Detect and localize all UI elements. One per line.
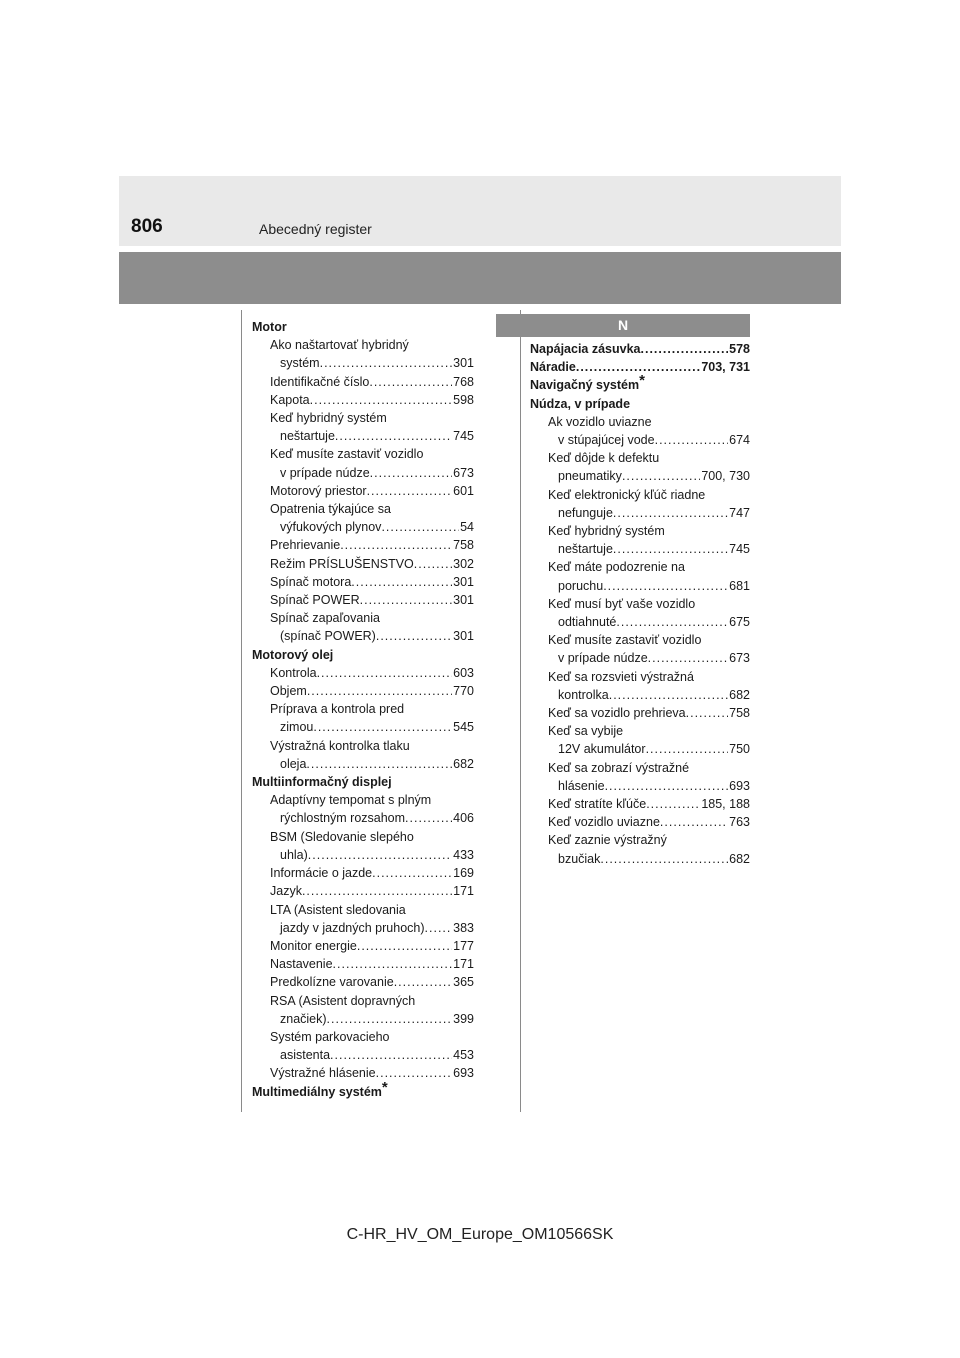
index-entry [252, 755, 474, 773]
index-entry-page: 383 [453, 920, 474, 935]
index-entry [252, 646, 474, 664]
index-entry-term: Jazyk [270, 884, 302, 899]
index-entry [530, 704, 750, 722]
page-number: 806 [131, 216, 163, 237]
index-entry [252, 1078, 474, 1101]
dot-leader [660, 813, 728, 831]
dot-leader [622, 467, 700, 485]
header-band [119, 252, 841, 304]
index-entry [252, 682, 474, 700]
index-entry-page: 301 [453, 574, 474, 589]
dot-leader [335, 427, 452, 445]
index-entry-page: 185, 188 [701, 797, 750, 812]
index-entry-term: Výstražné hlásenie [270, 1066, 376, 1081]
index-entry [252, 518, 474, 536]
index-entry-term: BSM (Sledovanie slepého [270, 829, 414, 844]
index-entry-term: Predkolízne varovanie [270, 975, 394, 990]
index-entry-term: Príprava a kontrola pred [270, 702, 405, 717]
index-entry [530, 813, 750, 831]
index-entry [530, 558, 750, 576]
index-entry-page: 177 [453, 938, 474, 953]
index-entry-term: Opatrenia týkajúce sa [270, 502, 391, 517]
dot-leader [646, 795, 700, 813]
index-entry [530, 613, 750, 631]
index-entry-page: 674 [729, 433, 750, 448]
index-entry-page: 673 [453, 465, 474, 480]
index-entry-term: Ako naštartovať hybridný [270, 338, 409, 353]
index-entry-term: Identifikačné číslo [270, 374, 370, 389]
dot-leader [308, 846, 452, 864]
index-entry [252, 846, 474, 864]
index-entry-page: 681 [729, 578, 750, 593]
index-entry-page: 682 [729, 851, 750, 866]
dot-leader [372, 864, 452, 882]
index-entry-term: Napájacia zásuvka [530, 342, 641, 356]
index-entry-term: jazdy v jazdných pruhoch) [280, 920, 425, 935]
page-title: Abecedný register [259, 221, 372, 237]
index-entry-page: 598 [453, 392, 474, 407]
dot-leader [369, 373, 452, 391]
index-entry-term: Keď zaznie výstražný [548, 833, 667, 848]
index-entry-page: 700, 730 [701, 469, 750, 484]
dot-leader [381, 518, 459, 536]
index-entry-term: Keď sa zobrazí výstražné [548, 760, 690, 775]
dot-leader [648, 649, 728, 667]
dot-leader [394, 973, 452, 991]
index-entry [252, 791, 474, 809]
index-entry-term: v prípade núdze [280, 465, 370, 480]
index-entry-page: 675 [729, 615, 750, 630]
index-entry [530, 413, 750, 431]
index-entry-page: 54 [460, 520, 474, 535]
index-entry-term: v stúpajúcej vode [558, 433, 655, 448]
index-entry [252, 992, 474, 1010]
index-entry [530, 649, 750, 667]
index-entry-term: výfukových plynov [280, 520, 382, 535]
index-entry [530, 431, 750, 449]
dot-leader [302, 882, 452, 900]
index-entry-term: Nastavenie [270, 957, 333, 972]
index-entry-page: 747 [729, 505, 750, 520]
index-entry-term: Režim PRÍSLUŠENSTVO [270, 556, 414, 571]
index-entry-page: 171 [453, 957, 474, 972]
index-entry-term: Keď sa vybije [548, 724, 624, 739]
index-entry-page: 171 [453, 884, 474, 899]
index-entry-term: Keď elektronický kľúč riadne [548, 487, 706, 502]
index-entry-term: kontrolka [558, 687, 609, 702]
index-entry [252, 373, 474, 391]
index-entry [530, 577, 750, 595]
index-entry-term: Keď vozidlo uviazne [548, 815, 660, 830]
index-entry-term: Keď sa vozidlo prehrieva [548, 706, 686, 721]
index-entry-term: rýchlostným rozsahom [280, 811, 406, 826]
dot-leader [613, 540, 728, 558]
dot-leader [327, 1010, 453, 1028]
index-entry-term: asistenta [280, 1048, 331, 1063]
index-entry-term: Keď hybridný systém [270, 411, 387, 426]
index-entry [252, 482, 474, 500]
index-entry-page: 301 [453, 593, 474, 608]
index-entry-term: Keď musíte zastaviť vozidlo [270, 447, 424, 462]
index-entry [530, 795, 750, 813]
index-entry-page: 302 [453, 556, 474, 571]
dot-leader [414, 555, 452, 573]
index-entry-page: 682 [453, 756, 474, 771]
dot-leader [605, 777, 729, 795]
index-entry-term: Navigačný systém [530, 378, 640, 393]
dot-leader [646, 740, 729, 758]
dot-leader [310, 391, 453, 409]
index-entry [530, 831, 750, 849]
index-entry [530, 595, 750, 613]
index-entry-term: Adaptívny tempomat s plným [270, 793, 432, 808]
dot-leader [367, 482, 453, 500]
index-entry [530, 722, 750, 740]
index-entry [252, 955, 474, 973]
index-entry-page: 399 [453, 1011, 474, 1026]
index-entry [530, 372, 750, 394]
index-entry-page: 763 [729, 815, 750, 830]
dot-leader [330, 1046, 452, 1064]
index-entry-term: Keď musíte zastaviť vozidlo [548, 633, 702, 648]
dot-leader [600, 850, 728, 868]
index-entry [252, 919, 474, 937]
index-entry-term: Výstražná kontrolka tlaku [270, 738, 410, 753]
index-entry [252, 464, 474, 482]
index-entry [252, 973, 474, 991]
index-entry-term: v prípade núdze [558, 651, 648, 666]
index-entry-term: Prehrievanie [270, 538, 341, 553]
index-entry [252, 609, 474, 627]
index-entry [252, 1010, 474, 1028]
index-entry [252, 901, 474, 919]
index-entry [530, 759, 750, 777]
index-entry-term: značiek) [280, 1011, 327, 1026]
index-entry-page: 603 [453, 665, 474, 680]
index-entry-term: Núdza, v prípade [530, 396, 631, 411]
index-entry [530, 449, 750, 467]
index-entry [530, 467, 750, 485]
dot-leader [686, 704, 729, 722]
index-entry-page: 545 [453, 720, 474, 735]
index-entry [252, 718, 474, 736]
index-entry [252, 937, 474, 955]
dot-leader [307, 682, 452, 700]
dot-leader [616, 613, 728, 631]
index-entry-term: Multiinformačný displej [252, 775, 392, 790]
index-entry-page: 301 [453, 629, 474, 644]
section-letter-band [496, 314, 750, 337]
index-entry [530, 850, 750, 868]
index-entry [252, 809, 474, 827]
index-entry [252, 627, 474, 645]
index-entry [252, 409, 474, 427]
index-entry-term: Informácie o jazde [270, 866, 373, 881]
index-entry [530, 668, 750, 686]
index-entry [530, 504, 750, 522]
index-entry [252, 828, 474, 846]
index-entry [252, 700, 474, 718]
index-entry-term: Ak vozidlo uviazne [548, 414, 652, 429]
index-entry-page: 693 [453, 1066, 474, 1081]
index-entry-term: neštartuje [280, 429, 335, 444]
index-entry-page: 770 [453, 684, 474, 699]
index-entry [252, 536, 474, 554]
index-entry-term: 12V akumulátor [558, 742, 646, 757]
index-entry-page: 758 [729, 706, 750, 721]
dot-leader [313, 718, 452, 736]
dot-leader [340, 536, 452, 554]
index-entry-page: 365 [453, 975, 474, 990]
index-entry-page: 673 [729, 651, 750, 666]
index-entry-term: poruchu [558, 578, 604, 593]
index-entry-page: 601 [453, 483, 474, 498]
index-entry-term: Spínač motora [270, 574, 352, 589]
index-entry [530, 777, 750, 795]
section-letter: N [617, 317, 629, 333]
index-entry [530, 522, 750, 540]
index-entry-page: 750 [729, 742, 750, 757]
index-entry-term: bzučiak [558, 851, 601, 866]
dot-leader [376, 627, 452, 645]
index-entry [252, 427, 474, 445]
index-entry-term: Multimediálny systém [252, 1084, 382, 1099]
index-entry-page: 693 [729, 778, 750, 793]
dot-leader [609, 686, 728, 704]
index-entry-term: Kapota [270, 392, 310, 407]
index-entry-term: Spínač zapaľovania [270, 611, 380, 626]
index-entry-term: systém [280, 356, 320, 371]
dot-leader [370, 464, 452, 482]
index-entry-page: 453 [453, 1048, 474, 1063]
index-entry-page: 703, 731 [701, 360, 750, 375]
index-entry [530, 395, 750, 413]
dot-leader [333, 955, 453, 973]
index-entry-term: Monitor energie [270, 938, 357, 953]
index-entry-page: 745 [729, 542, 750, 557]
index-entry-term: Kontrola [270, 665, 317, 680]
index-entry-term: Objem [270, 684, 307, 699]
index-entry [252, 737, 474, 755]
index-entry-term: Keď stratíte kľúče [548, 797, 647, 812]
index-entry [252, 573, 474, 591]
dot-leader [317, 664, 453, 682]
dot-leader [320, 354, 453, 372]
index-entry-term: neštartuje [558, 542, 613, 557]
index-column-right [530, 340, 750, 868]
index-entry [530, 740, 750, 758]
index-entry [530, 486, 750, 504]
index-entry [252, 555, 474, 573]
index-entry-term: Keď máte podozrenie na [548, 560, 685, 575]
index-entry-page: 169 [453, 866, 474, 881]
index-entry-term: zimou [280, 720, 314, 735]
dot-leader [351, 573, 452, 591]
dot-leader [357, 937, 452, 955]
index-entry-page: 301 [453, 356, 474, 371]
index-entry-term: LTA (Asistent sledovania [270, 902, 406, 917]
index-entry-term: RSA (Asistent dopravných [270, 993, 416, 1008]
index-entry-term: oleja [280, 756, 307, 771]
index-entry-page: 745 [453, 429, 474, 444]
index-entry [530, 631, 750, 649]
dot-leader [603, 577, 728, 595]
index-entry-term: Systém parkovacieho [270, 1029, 390, 1044]
index-entry [252, 1028, 474, 1046]
index-entry [252, 882, 474, 900]
index-entry-term: odtiahnuté [558, 615, 617, 630]
dot-leader [360, 591, 453, 609]
index-entry [252, 445, 474, 463]
index-entry [252, 1046, 474, 1064]
index-entry-page: 682 [729, 687, 750, 702]
index-entry [252, 500, 474, 518]
index-entry-term: Keď sa rozsvieti výstražná [548, 669, 694, 684]
dot-leader [306, 755, 452, 773]
index-entry [252, 864, 474, 882]
index-column-left [252, 318, 474, 1101]
index-entry [252, 773, 474, 791]
footnote-asterisk: * [381, 1078, 388, 1096]
index-entry [252, 318, 474, 336]
index-entry-page: 406 [453, 811, 474, 826]
index-entry [252, 336, 474, 354]
index-entry [530, 686, 750, 704]
index-entry [252, 1064, 474, 1082]
index-entry-term: Keď musí byť vaše vozidlo [548, 596, 696, 611]
index-entry-term: (spínač POWER) [280, 629, 376, 644]
index-entry [530, 540, 750, 558]
page-header [119, 176, 841, 246]
dot-leader [655, 431, 729, 449]
index-entry-term: Náradie [530, 360, 576, 375]
index-entry-term: Motor [252, 320, 287, 334]
index-entry [252, 354, 474, 372]
index-entry [252, 391, 474, 409]
left-column-rule [241, 310, 242, 1112]
document-id: C-HR_HV_OM_Europe_OM10566SK [346, 1226, 614, 1243]
index-entry-page: 578 [729, 342, 750, 356]
dot-leader [641, 340, 729, 358]
index-entry-term: Spínač POWER [270, 593, 360, 608]
index-entry [530, 340, 750, 358]
index-entry-page: 758 [453, 538, 474, 553]
footnote-asterisk: * [639, 372, 645, 390]
center-column-rule [520, 310, 521, 1112]
index-entry [252, 664, 474, 682]
index-entry-page: 433 [453, 847, 474, 862]
index-entry-term: Motorový priestor [270, 483, 367, 498]
index-entry-term: nefunguje [558, 505, 613, 520]
index-entry-term: uhla) [280, 847, 308, 862]
dot-leader [613, 504, 728, 522]
index-entry-term: Motorový olej [252, 647, 334, 662]
index-entry-term: Keď hybridný systém [548, 524, 665, 539]
dot-leader [425, 919, 453, 937]
index-entry [252, 591, 474, 609]
index-entry-page: 768 [453, 374, 474, 389]
index-entry-term: Keď dôjde k defektu [548, 451, 660, 466]
index-entry-term: pneumatiky [558, 469, 622, 484]
index-entry-term: hlásenie [558, 778, 605, 793]
dot-leader [405, 809, 452, 827]
